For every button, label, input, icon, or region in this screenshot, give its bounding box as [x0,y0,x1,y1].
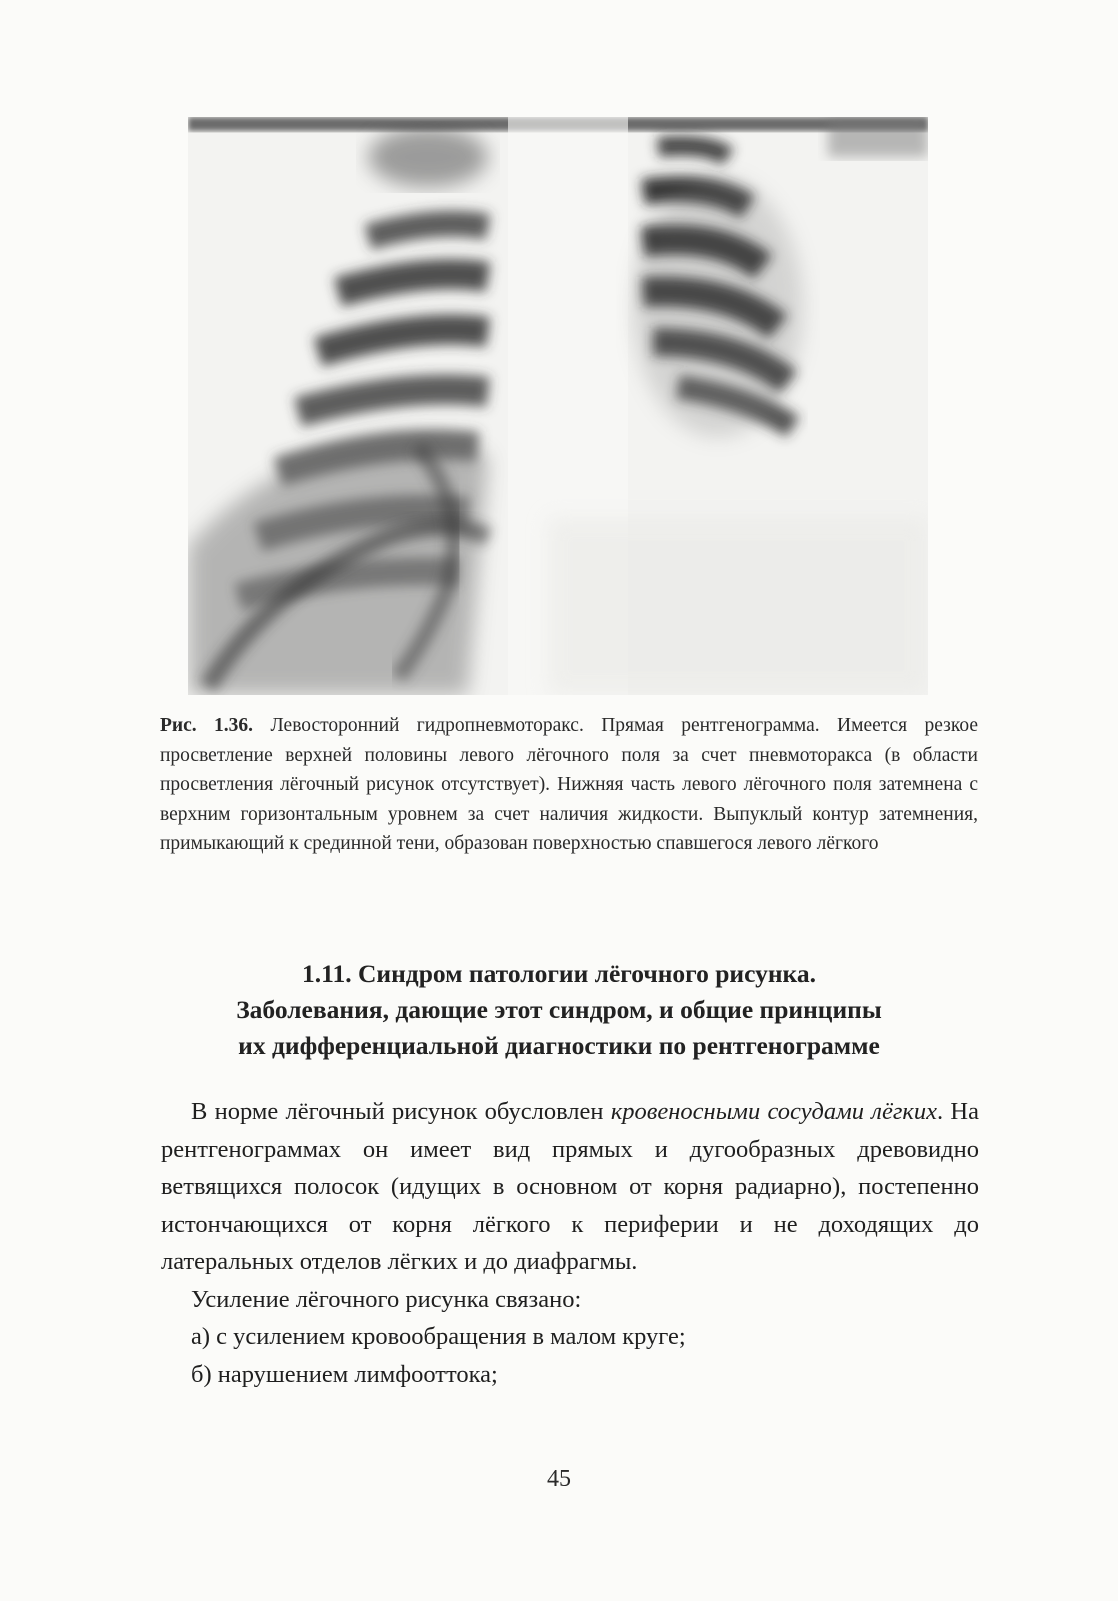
paragraph-1-start: В норме лёгочный рисунок обусловлен [191,1098,611,1125]
heading-line-3: их дифференциальной диагностики по рентгенограмме [238,1031,880,1060]
paragraph-1 [161,1093,979,1281]
caption-text: Левосторонний гидропневмоторакс. Прямая рентгенограмма. Имеется резкое просветление верхней половины левого лёгочного поля за счет пневмоторакса (в области просветления лёгочный рисунок отсутствует). Нижняя часть левого лёгочного поля затемнена с верхним горизонтальным уровнем за счет наличия жидкости. Выпуклый контур затемнения, примыкающий к срединной тени, образован поверхностью спавшегося левого лёгкого [160,715,978,855]
section-heading [150,956,968,1064]
heading-line-1: 1.11. Синдром патологии лёгочного рисунка. [302,959,816,988]
figure-label: Рис. 1.36. [160,715,254,736]
body-text [161,1093,979,1393]
list-item-b: б) нарушением лимфооттока; [191,1360,498,1388]
xray-drawing [188,117,928,695]
paragraph-2: Усиление лёгочного рисунка связано: [191,1285,582,1313]
figure-caption [160,711,978,859]
paragraph-1-end: . На рентгенограммах он имеет вид прямых и дугообразных древовидно ветвящихся полосок (идущих в основном от корня радиарно), постепенно истончающихся от корня лёгкого к периферии и не доходящих до латеральных отделов лёгких и до диафрагмы. [161,1098,979,1275]
paragraph-1-emphasis: кровеносными сосудами лёгких [610,1098,938,1125]
heading-line-2: Заболевания, дающие этот синдром, и общие принципы [236,995,882,1024]
list-item-a: а) с усилением кровообращения в малом круге; [191,1323,686,1350]
page-number: 45 [547,1466,571,1492]
chest-xray-image [188,117,928,695]
